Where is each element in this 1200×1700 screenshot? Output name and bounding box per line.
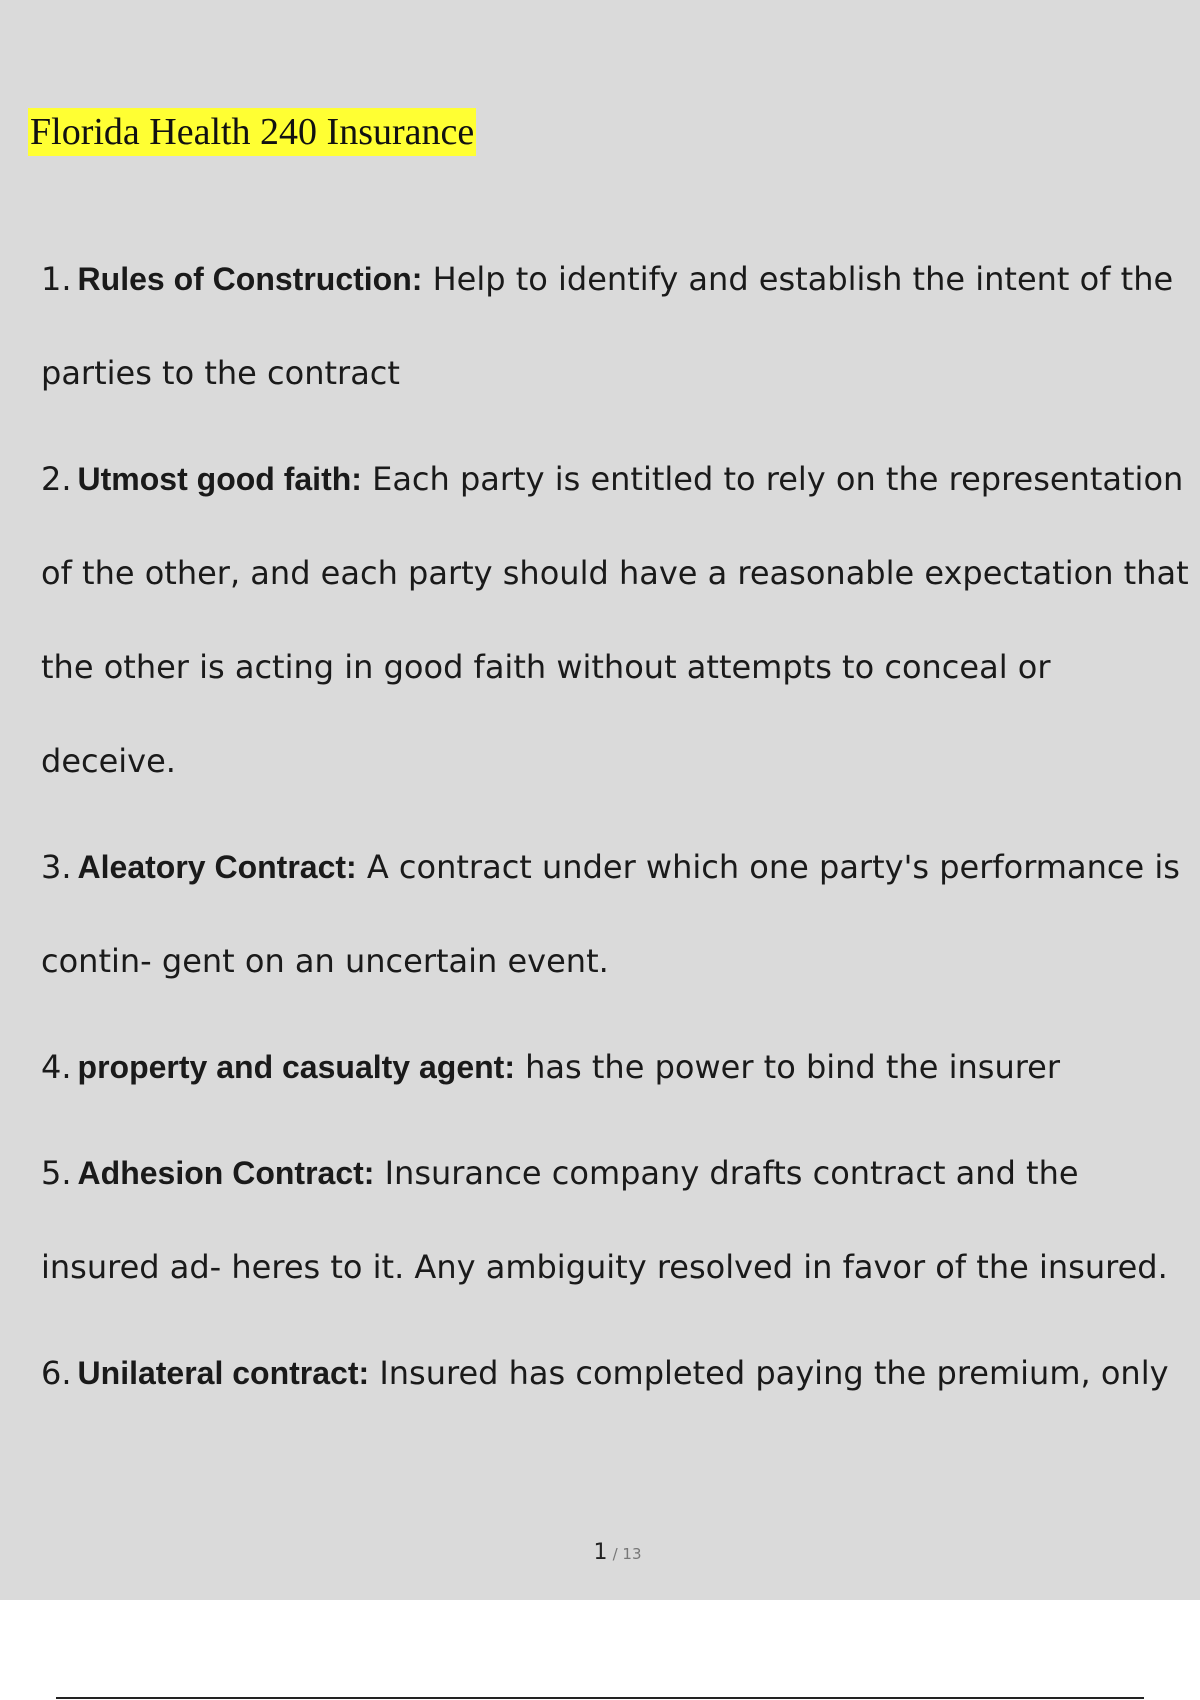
title-block: [28, 108, 476, 156]
item-term: Utmost good faith:: [77, 461, 362, 497]
document-title: Florida Health 240 Insurance: [28, 108, 476, 156]
list-item: [41, 1326, 1191, 1420]
total-pages: / 13: [612, 1545, 642, 1563]
item-definition: Insured has completed paying the premium, only: [379, 1354, 1169, 1392]
item-number: 1.: [41, 260, 72, 298]
list-item: [41, 432, 1191, 808]
item-definition: Help to identify and establish the intent of the parties to the contract: [41, 260, 1174, 392]
next-page-divider: [56, 1697, 1144, 1699]
list-item: [41, 1126, 1191, 1314]
item-number: 6.: [41, 1354, 72, 1392]
item-definition: A contract under which one party's performance is contin- gent on an uncertain event.: [41, 848, 1180, 980]
list-item: [41, 232, 1191, 420]
list-item: [41, 820, 1191, 1008]
list-item: [41, 1020, 1191, 1114]
item-term: Unilateral contract:: [77, 1355, 370, 1391]
definition-list: [41, 232, 1191, 1432]
item-number: 3.: [41, 848, 72, 886]
item-term: property and casualty agent:: [77, 1049, 515, 1085]
item-term: Rules of Construction:: [77, 261, 423, 297]
item-term: Aleatory Contract:: [77, 849, 357, 885]
item-definition: Each party is entitled to rely on the representation of the other, and each party should have a reasonable expectation that the other is acting in good faith without attempts to conceal or deceive.: [41, 460, 1189, 780]
item-number: 2.: [41, 460, 72, 498]
current-page-number: 1: [593, 1540, 608, 1565]
item-definition: has the power to bind the insurer: [525, 1048, 1061, 1086]
item-number: 4.: [41, 1048, 72, 1086]
page-indicator: [0, 1540, 1200, 1565]
item-term: Adhesion Contract:: [77, 1155, 375, 1191]
item-definition: Insurance company drafts contract and the insured ad- heres to it. Any ambiguity resolved in favor of the insured.: [41, 1154, 1168, 1286]
item-number: 5.: [41, 1154, 72, 1192]
